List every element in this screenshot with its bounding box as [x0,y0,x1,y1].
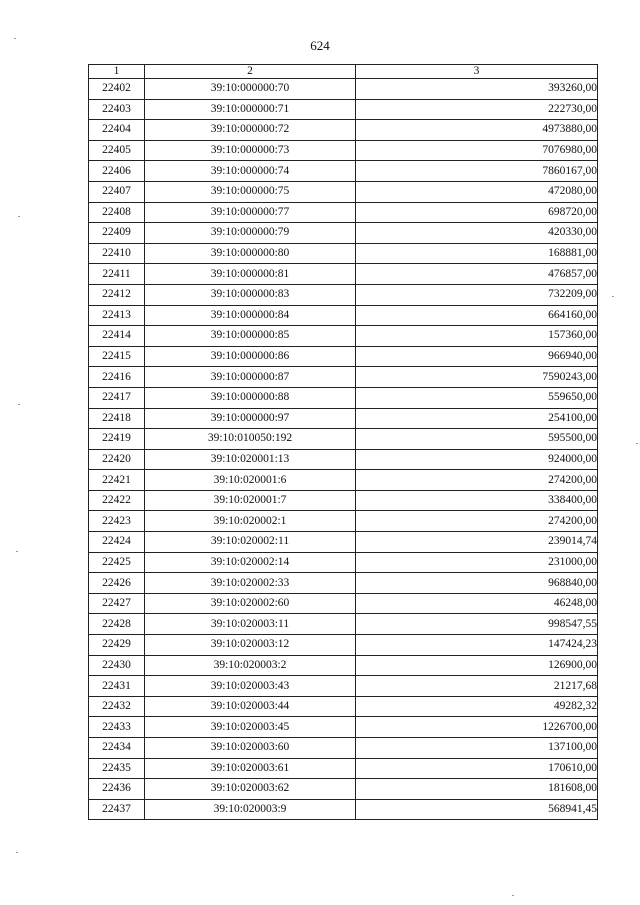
value-cell: 595500,00 [356,429,598,450]
value-cell: 393260,00 [356,79,598,100]
table-row [89,655,598,676]
row-number-cell: 22405 [89,140,145,161]
cadastral-number-cell: 39:10:000000:71 [145,99,356,120]
cadastral-number-cell: 39:10:000000:86 [145,346,356,367]
table-row [89,552,598,573]
table-row [89,490,598,511]
value-cell: 968840,00 [356,573,598,594]
cadastral-number-cell: 39:10:000000:79 [145,223,356,244]
cadastral-number-cell: 39:10:000000:77 [145,202,356,223]
row-number-cell: 22416 [89,367,145,388]
row-number-cell: 22406 [89,161,145,182]
table-row [89,717,598,738]
table-row [89,676,598,697]
table-header-row [89,65,598,79]
row-number-cell: 22412 [89,284,145,305]
table-row [89,573,598,594]
table-body [89,79,598,820]
table-row [89,79,598,100]
cadastral-number-cell: 39:10:000000:84 [145,305,356,326]
row-number-cell: 22436 [89,779,145,800]
value-cell: 4973880,00 [356,120,598,141]
value-cell: 231000,00 [356,552,598,573]
table-row [89,738,598,759]
cadastral-number-cell: 39:10:020003:62 [145,779,356,800]
scan-speck [16,852,18,853]
scan-speck [14,38,16,39]
cadastral-number-cell: 39:10:000000:87 [145,367,356,388]
row-number-cell: 22410 [89,243,145,264]
row-number-cell: 22433 [89,717,145,738]
table-row [89,593,598,614]
cadastral-number-cell: 39:10:020003:2 [145,655,356,676]
cadastral-number-cell: 39:10:020002:14 [145,552,356,573]
table-row [89,326,598,347]
cadastral-number-cell: 39:10:000000:85 [145,326,356,347]
table-row [89,696,598,717]
row-number-cell: 22428 [89,614,145,635]
cadastral-number-cell: 39:10:000000:73 [145,140,356,161]
table-row [89,511,598,532]
value-cell: 157360,00 [356,326,598,347]
row-number-cell: 22421 [89,470,145,491]
value-cell: 137100,00 [356,738,598,759]
table-row [89,243,598,264]
row-number-cell: 22404 [89,120,145,141]
scan-speck [636,443,638,444]
table-row [89,264,598,285]
value-cell: 254100,00 [356,408,598,429]
row-number-cell: 22431 [89,676,145,697]
row-number-cell: 22409 [89,223,145,244]
value-cell: 924000,00 [356,449,598,470]
scan-speck [18,404,20,405]
row-number-cell: 22402 [89,79,145,100]
row-number-cell: 22427 [89,593,145,614]
scan-speck [512,895,514,896]
row-number-cell: 22424 [89,532,145,553]
table-row [89,305,598,326]
row-number-cell: 22420 [89,449,145,470]
cadastral-number-cell: 39:10:020001:6 [145,470,356,491]
table-row [89,284,598,305]
value-cell: 46248,00 [356,593,598,614]
table-row [89,614,598,635]
row-number-cell: 22415 [89,346,145,367]
table-row [89,367,598,388]
value-cell: 420330,00 [356,223,598,244]
value-cell: 147424,23 [356,635,598,656]
value-cell: 168881,00 [356,243,598,264]
table-row [89,779,598,800]
cadastral-number-cell: 39:10:000000:70 [145,79,356,100]
value-cell: 49282,32 [356,696,598,717]
row-number-cell: 22413 [89,305,145,326]
cadastral-number-cell: 39:10:020003:43 [145,676,356,697]
cadastral-number-cell: 39:10:000000:80 [145,243,356,264]
row-number-cell: 22426 [89,573,145,594]
row-number-cell: 22429 [89,635,145,656]
row-number-cell: 22434 [89,738,145,759]
row-number-cell: 22408 [89,202,145,223]
cadastral-number-cell: 39:10:020001:13 [145,449,356,470]
table-row [89,799,598,820]
table-row [89,181,598,202]
value-cell: 7590243,00 [356,367,598,388]
table-row [89,635,598,656]
value-cell: 7860167,00 [356,161,598,182]
column-header-2: 2 [145,65,356,79]
row-number-cell: 22418 [89,408,145,429]
cadastral-number-cell: 39:10:020003:45 [145,717,356,738]
cadastral-number-cell: 39:10:010050:192 [145,429,356,450]
value-cell: 732209,00 [356,284,598,305]
value-cell: 181608,00 [356,779,598,800]
value-cell: 698720,00 [356,202,598,223]
table-row [89,408,598,429]
cadastral-number-cell: 39:10:000000:75 [145,181,356,202]
row-number-cell: 22417 [89,387,145,408]
value-cell: 664160,00 [356,305,598,326]
column-header-3: 3 [356,65,598,79]
value-cell: 239014,74 [356,532,598,553]
cadastral-number-cell: 39:10:020002:1 [145,511,356,532]
cadastral-number-cell: 39:10:000000:88 [145,387,356,408]
scan-speck [18,216,20,217]
cadastral-number-cell: 39:10:000000:81 [145,264,356,285]
table-row [89,120,598,141]
table-row [89,470,598,491]
scan-speck [16,551,18,552]
value-cell: 170610,00 [356,758,598,779]
row-number-cell: 22403 [89,99,145,120]
row-number-cell: 22411 [89,264,145,285]
row-number-cell: 22425 [89,552,145,573]
table-row [89,449,598,470]
value-cell: 126900,00 [356,655,598,676]
scan-speck [612,296,614,297]
value-cell: 338400,00 [356,490,598,511]
row-number-cell: 22407 [89,181,145,202]
value-cell: 21217,68 [356,676,598,697]
table-row [89,223,598,244]
row-number-cell: 22423 [89,511,145,532]
value-cell: 559650,00 [356,387,598,408]
cadastral-number-cell: 39:10:020003:12 [145,635,356,656]
row-number-cell: 22422 [89,490,145,511]
table-row [89,140,598,161]
row-number-cell: 22435 [89,758,145,779]
cadastral-number-cell: 39:10:020002:11 [145,532,356,553]
table-row [89,532,598,553]
value-cell: 476857,00 [356,264,598,285]
table-row [89,387,598,408]
value-cell: 222730,00 [356,99,598,120]
table-row [89,346,598,367]
row-number-cell: 22414 [89,326,145,347]
value-cell: 998547,55 [356,614,598,635]
cadastral-number-cell: 39:10:020003:11 [145,614,356,635]
cadastral-number-cell: 39:10:020002:60 [145,593,356,614]
row-number-cell: 22432 [89,696,145,717]
table-row [89,202,598,223]
cadastral-number-cell: 39:10:000000:74 [145,161,356,182]
row-number-cell: 22430 [89,655,145,676]
value-cell: 7076980,00 [356,140,598,161]
table-row [89,758,598,779]
value-cell: 472080,00 [356,181,598,202]
page-number: 624 [310,38,330,53]
cadastral-number-cell: 39:10:000000:72 [145,120,356,141]
cadastral-number-cell: 39:10:020003:61 [145,758,356,779]
cadastral-number-cell: 39:10:000000:83 [145,284,356,305]
table-row [89,99,598,120]
value-cell: 274200,00 [356,511,598,532]
table-row [89,161,598,182]
column-header-1: 1 [89,65,145,79]
cadastral-number-cell: 39:10:020003:44 [145,696,356,717]
cadastral-number-cell: 39:10:020002:33 [145,573,356,594]
value-cell: 1226700,00 [356,717,598,738]
value-cell: 568941,45 [356,799,598,820]
registry-table [88,64,598,820]
row-number-cell: 22419 [89,429,145,450]
cadastral-number-cell: 39:10:020003:9 [145,799,356,820]
value-cell: 966940,00 [356,346,598,367]
cadastral-number-cell: 39:10:020003:60 [145,738,356,759]
cadastral-number-cell: 39:10:000000:97 [145,408,356,429]
row-number-cell: 22437 [89,799,145,820]
cadastral-number-cell: 39:10:020001:7 [145,490,356,511]
value-cell: 274200,00 [356,470,598,491]
table-row [89,429,598,450]
